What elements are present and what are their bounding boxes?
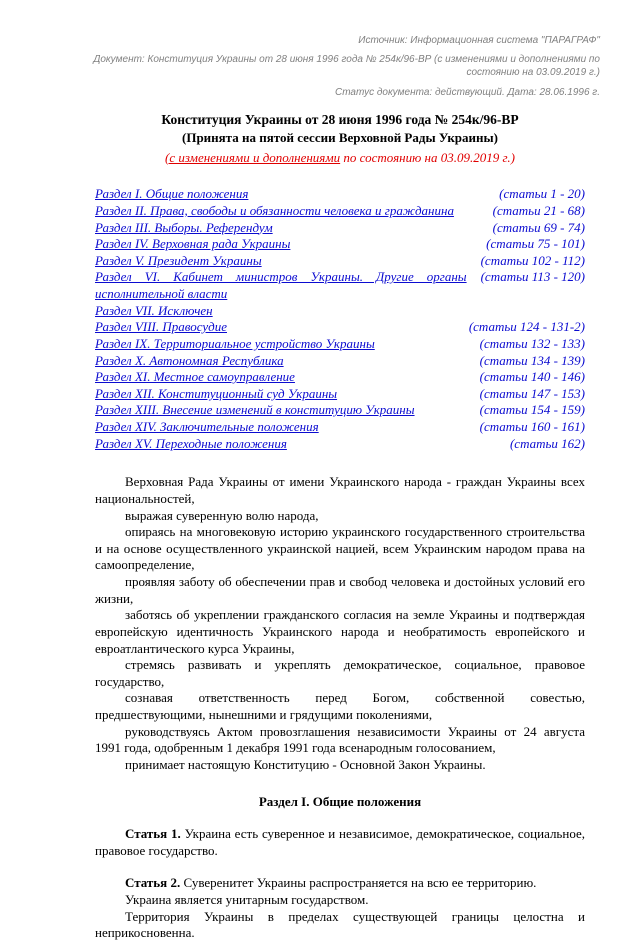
article-number: Статья 2. — [125, 875, 181, 891]
document-meta — [90, 34, 600, 99]
toc-articles-range: (статьи 132 - 133) — [479, 335, 585, 351]
toc-link-section-1[interactable]: Раздел I. Общие положения — [95, 186, 249, 202]
toc-link-section-10[interactable]: Раздел X. Автономная Республика — [95, 352, 284, 368]
toc-articles-range: (статьи 124 - 131-2) — [468, 319, 585, 335]
amendments-note-underlined: (с изменениями и дополнениями — [165, 149, 341, 165]
toc-link-section-12[interactable]: Раздел XII. Конституционный суд Украины — [95, 385, 338, 401]
toc-item — [95, 402, 585, 419]
preamble-paragraph: заботясь об укреплении гражданского согласия на земле Украины и подтверждая европейскую идентичность Украинского народа и необратимость европейского и евроатлантического курса Украины, — [95, 607, 585, 656]
toc-link-section-2[interactable]: Раздел II. Права, свободы и обязанности человека и гражданина — [95, 202, 454, 218]
toc-articles-range: (статьи 75 - 101) — [486, 236, 585, 252]
toc-link-section-4[interactable]: Раздел IV. Верховная рада Украины — [95, 236, 291, 252]
meta-status-line: Статус документа: действующий. Дата: 28.06.1996 г. — [334, 86, 600, 98]
toc-link-section-15[interactable]: Раздел XV. Переходные положения — [95, 435, 287, 451]
toc-articles-range: (статьи 147 - 153) — [479, 385, 585, 401]
toc-item — [95, 253, 585, 270]
article-2 — [95, 875, 585, 942]
preamble-paragraph: опираясь на многовековую историю украинского государственного строительства и на основе осуществленного украинской нацией, всем Украинским народом права на самоопределение, — [95, 524, 585, 573]
toc-link-section-14[interactable]: Раздел XIV. Заключительные положения — [95, 419, 319, 435]
toc-item — [95, 436, 585, 453]
preamble-paragraph: проявляя заботу об обеспечении прав и свобод человека и достойных условий его жизни, — [95, 574, 585, 606]
meta-source-line: Источник: Информационная система "ПАРАГРАФ" — [358, 35, 600, 46]
toc-link-section-13[interactable]: Раздел XIII. Внесение изменений в конституцию Украины — [95, 402, 415, 418]
toc-link-section-3[interactable]: Раздел III. Выборы. Референдум — [95, 219, 273, 235]
article-paragraph: Украина является унитарным государством. — [125, 892, 369, 908]
toc-item — [95, 303, 585, 320]
toc-item — [95, 353, 585, 370]
toc-item — [95, 186, 585, 203]
toc-item — [95, 336, 585, 353]
document-content — [95, 111, 585, 942]
document-title: Конституция Украины от 28 июня 1996 года № 254к/96-ВР — [161, 111, 519, 127]
preamble-paragraph: Верховная Рада Украины от имени Украинского народа - граждан Украины всех национальностей, — [95, 474, 585, 506]
toc-item — [95, 319, 585, 336]
table-of-contents — [95, 186, 585, 452]
toc-articles-range: (статьи 102 - 112) — [480, 252, 585, 268]
preamble-paragraph: стремясь развивать и укреплять демократическое, социальное, правовое государство, — [95, 657, 585, 689]
toc-link-section-11[interactable]: Раздел XI. Местное самоуправление — [95, 369, 295, 385]
meta-document-line: Документ: Конституция Украины от 28 июня 1996 года № 254к/96-ВР (с изменениями и дополнениями по состоянию на 03.09.2019 г.) — [93, 54, 600, 79]
toc-articles-range: (статьи 69 - 74) — [492, 219, 585, 235]
toc-link-section-9[interactable]: Раздел IX. Территориальное устройство Украины — [95, 335, 375, 351]
toc-link-section-7[interactable]: Раздел VII. Исключен — [95, 302, 213, 318]
toc-articles-range: (статьи 1 - 20) — [499, 186, 585, 202]
toc-item — [95, 203, 585, 220]
preamble-paragraph: руководствуясь Актом провозглашения независимости Украины от 24 августа 1991 года, одобренным 1 декабря 1991 года всенародным голосованием, — [95, 723, 585, 756]
article-text: Суверенитет Украины распространяется на всю ее территорию. — [183, 875, 537, 891]
article-1 — [95, 826, 585, 859]
toc-articles-range: (статьи 21 - 68) — [492, 202, 585, 218]
amendments-note-rest: по состоянию на 03.09.2019 г.) — [340, 149, 515, 165]
article-text: Украина есть суверенное и независимое, демократическое, социальное, правовое государство. — [95, 826, 585, 858]
toc-articles-range: (статьи 154 - 159) — [479, 402, 585, 418]
section-heading: Раздел I. Общие положения — [258, 793, 422, 809]
article-paragraph — [95, 875, 585, 892]
document-subtitle: (Принята на пятой сессии Верховной Рады Украины) — [182, 130, 498, 146]
toc-item — [95, 369, 585, 386]
toc-item — [95, 419, 585, 436]
article-paragraph — [95, 826, 585, 859]
toc-item — [95, 220, 585, 237]
toc-item — [95, 386, 585, 403]
preamble-paragraph: сознавая ответственность перед Богом, собственной совестью, предшествующими, нынешними и грядущими поколениями, — [95, 690, 585, 723]
toc-articles-range: (статьи 113 - 120) — [480, 269, 585, 285]
toc-articles-range: (статьи 162) — [509, 435, 585, 451]
toc-link-section-8[interactable]: Раздел VIII. Правосудие — [95, 319, 227, 335]
toc-articles-range: (статьи 140 - 146) — [479, 369, 585, 385]
toc-articles-range: (статьи 134 - 139) — [479, 352, 585, 368]
preamble-paragraph: принимает настоящую Конституцию - Основной Закон Украины. — [125, 756, 486, 772]
toc-articles-range: (статьи 160 - 161) — [479, 419, 585, 435]
toc-item — [95, 236, 585, 253]
amendments-note — [95, 150, 585, 167]
toc-link-section-5[interactable]: Раздел V. Президент Украины — [95, 252, 262, 268]
preamble-paragraph: выражая суверенную волю народа, — [125, 507, 319, 523]
toc-item — [95, 269, 585, 302]
preamble — [95, 474, 585, 773]
toc-link-section-6[interactable]: Раздел VI. Кабинет министров Украины. Другие органы исполнительной власти — [95, 269, 467, 302]
article-number: Статья 1. — [125, 826, 181, 842]
article-paragraph: Территория Украины в пределах существующей границы целостна и неприкосновенна. — [95, 908, 585, 941]
